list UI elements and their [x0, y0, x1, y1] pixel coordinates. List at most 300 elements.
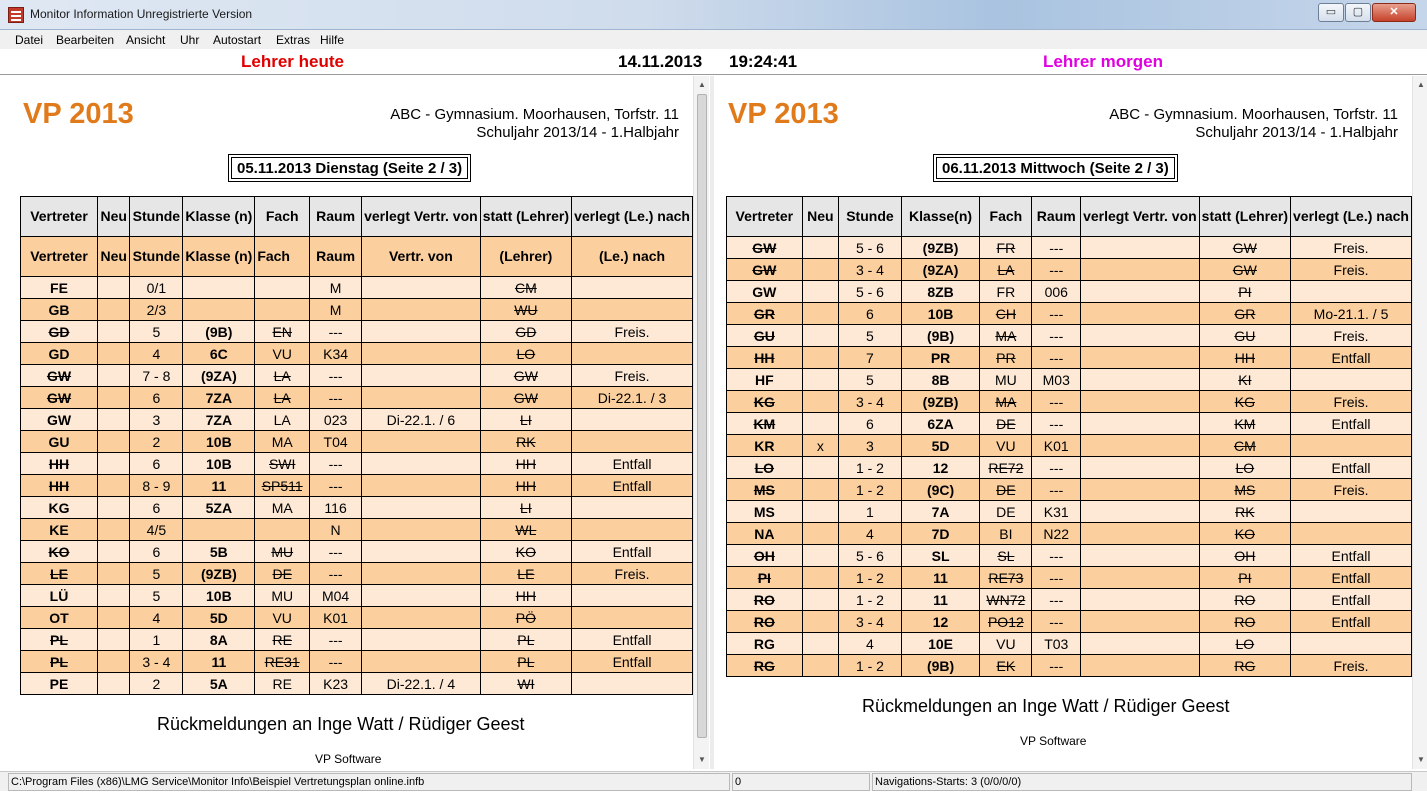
- column-subheader: Vertreter: [21, 237, 98, 277]
- cell-neu: [802, 589, 838, 611]
- menu-datei[interactable]: Datei: [15, 33, 44, 47]
- day-label: 05.11.2013 Dienstag (Seite 2 / 3): [231, 157, 468, 179]
- table-row: [21, 607, 693, 629]
- cell-vertr-von: [362, 431, 481, 453]
- status-bar: [0, 771, 1427, 791]
- cell-neu: [98, 497, 130, 519]
- table-row: [727, 413, 1412, 435]
- cell-neu: [802, 391, 838, 413]
- menu-uhr[interactable]: Uhr: [180, 33, 200, 47]
- cell-raum: K23: [310, 673, 362, 695]
- table-row: [727, 479, 1412, 501]
- cell-vertr-von: [362, 563, 481, 585]
- column-subheader: Stunde: [130, 237, 183, 277]
- cell-fach: EN: [255, 321, 310, 343]
- cell-stunde: 3: [130, 409, 183, 431]
- table-row: [21, 409, 693, 431]
- cell-klasse: [183, 519, 255, 541]
- cell-vertreter: RG: [727, 655, 803, 677]
- cell-neu: [802, 347, 838, 369]
- cell-vertr-von: [1081, 369, 1200, 391]
- cell-vertreter: GW: [727, 259, 803, 281]
- vp-software-label: VP Software: [1020, 734, 1087, 748]
- cell-statt: RK: [480, 431, 571, 453]
- cell-statt: GU: [1199, 325, 1290, 347]
- cell-neu: [98, 629, 130, 651]
- cell-vertreter: HF: [727, 369, 803, 391]
- cell-neu: [802, 523, 838, 545]
- cell-stunde: 4: [130, 607, 183, 629]
- cell-nach: Entfall: [1291, 347, 1412, 369]
- cell-stunde: 5 - 6: [839, 545, 902, 567]
- cell-statt: LO: [480, 343, 571, 365]
- column-header: Neu: [98, 197, 130, 237]
- cell-klasse: 5B: [183, 541, 255, 563]
- cell-vertr-von: Di-22.1. / 4: [362, 673, 481, 695]
- cell-stunde: 5: [130, 585, 183, 607]
- cell-vertr-von: [1081, 325, 1200, 347]
- cell-vertreter: GB: [21, 299, 98, 321]
- cell-stunde: 2: [130, 673, 183, 695]
- cell-statt: LO: [1199, 633, 1290, 655]
- cell-stunde: 5: [839, 325, 902, 347]
- feedback-text: Rückmeldungen an Inge Watt / Rüdiger Geest: [862, 696, 1230, 716]
- table-row: [727, 281, 1412, 303]
- cell-statt: GD: [480, 321, 571, 343]
- cell-fach: VU: [255, 607, 310, 629]
- cell-fach: FR: [980, 281, 1032, 303]
- table-row: [727, 633, 1412, 655]
- cell-nach: Entfall: [1291, 413, 1412, 435]
- substitution-table: [20, 196, 693, 695]
- cell-vertreter: MS: [727, 479, 803, 501]
- vp-title: VP 2013: [23, 98, 134, 130]
- cell-vertreter: MS: [727, 501, 803, 523]
- scroll-up-icon[interactable]: ▲: [698, 80, 706, 89]
- column-header: Vertreter: [21, 197, 98, 237]
- column-header: Vertreter: [727, 197, 803, 237]
- table-header-row: [727, 197, 1412, 237]
- cell-fach: VU: [980, 633, 1032, 655]
- cell-vertr-von: [362, 387, 481, 409]
- cell-nach: [572, 277, 693, 299]
- cell-vertreter: LE: [21, 563, 98, 585]
- cell-klasse: 10B: [183, 431, 255, 453]
- column-header: Stunde: [130, 197, 183, 237]
- cell-neu: [802, 259, 838, 281]
- cell-statt: KO: [480, 541, 571, 563]
- close-button[interactable]: ✕: [1372, 3, 1416, 22]
- cell-klasse: 7ZA: [183, 387, 255, 409]
- cell-nach: [572, 431, 693, 453]
- cell-statt: LI: [480, 497, 571, 519]
- cell-stunde: 5: [130, 321, 183, 343]
- cell-statt: GR: [1199, 303, 1290, 325]
- cell-vertr-von: [362, 629, 481, 651]
- cell-stunde: 3 - 4: [839, 259, 902, 281]
- cell-klasse: (9ZB): [183, 563, 255, 585]
- column-header: statt (Lehrer): [1199, 197, 1290, 237]
- cell-statt: HH: [480, 585, 571, 607]
- cell-klasse: 5A: [183, 673, 255, 695]
- cell-statt: PI: [1199, 567, 1290, 589]
- cell-klasse: 8B: [901, 369, 980, 391]
- cell-stunde: 1 - 2: [839, 479, 902, 501]
- cell-klasse: (9B): [901, 655, 980, 677]
- cell-raum: ---: [1032, 479, 1081, 501]
- status-navigation: Navigations-Starts: 3 (0/0/0/0): [872, 773, 1412, 791]
- cell-fach: WN72: [980, 589, 1032, 611]
- cell-raum: M04: [310, 585, 362, 607]
- cell-neu: [98, 519, 130, 541]
- cell-vertr-von: [362, 475, 481, 497]
- cell-statt: KG: [1199, 391, 1290, 413]
- header-left-title: Lehrer heute: [241, 52, 344, 71]
- cell-nach: Freis.: [572, 365, 693, 387]
- cell-vertr-von: [1081, 545, 1200, 567]
- cell-statt: RO: [1199, 589, 1290, 611]
- day-box: [228, 154, 471, 182]
- cell-nach: Di-22.1. / 3: [572, 387, 693, 409]
- cell-raum: ---: [310, 453, 362, 475]
- cell-stunde: 5 - 6: [839, 281, 902, 303]
- feedback-text: Rückmeldungen an Inge Watt / Rüdiger Geest: [157, 714, 525, 734]
- table-row: [727, 457, 1412, 479]
- cell-klasse: (9ZB): [901, 237, 980, 259]
- cell-nach: [1291, 501, 1412, 523]
- cell-klasse: 10E: [901, 633, 980, 655]
- cell-nach: Entfall: [572, 475, 693, 497]
- cell-vertreter: KR: [727, 435, 803, 457]
- cell-vertr-von: [1081, 567, 1200, 589]
- cell-statt: PÖ: [480, 607, 571, 629]
- cell-vertreter: KG: [21, 497, 98, 519]
- cell-klasse: (9B): [901, 325, 980, 347]
- table-row: [21, 673, 693, 695]
- cell-neu: [98, 651, 130, 673]
- day-box: [933, 154, 1178, 182]
- cell-stunde: 4: [130, 343, 183, 365]
- cell-raum: 116: [310, 497, 362, 519]
- cell-klasse: 7ZA: [183, 409, 255, 431]
- cell-nach: Entfall: [1291, 589, 1412, 611]
- cell-klasse: 12: [901, 611, 980, 633]
- cell-klasse: 6ZA: [901, 413, 980, 435]
- cell-neu: [98, 431, 130, 453]
- table-row: [21, 475, 693, 497]
- table-row: [21, 651, 693, 673]
- cell-statt: PL: [480, 651, 571, 673]
- column-header: verlegt Vertr. von: [1081, 197, 1200, 237]
- cell-nach: [572, 299, 693, 321]
- maximize-button[interactable]: ▢: [1345, 3, 1371, 22]
- table-row: [727, 611, 1412, 633]
- substitution-table: [726, 196, 1412, 677]
- menu-extras[interactable]: Extras: [276, 33, 311, 47]
- menu-bearbeiten[interactable]: Bearbeiten: [56, 33, 115, 47]
- column-header: Stunde: [839, 197, 902, 237]
- cell-vertr-von: [1081, 501, 1200, 523]
- cell-raum: ---: [310, 365, 362, 387]
- panel-splitter[interactable]: [710, 76, 714, 769]
- cell-statt: CM: [1199, 435, 1290, 457]
- cell-statt: HH: [1199, 347, 1290, 369]
- table-row: [21, 629, 693, 651]
- cell-fach: [255, 299, 310, 321]
- menu-ansicht[interactable]: Ansicht: [126, 33, 166, 47]
- cell-vertr-von: [1081, 589, 1200, 611]
- left-panel: [9, 76, 693, 769]
- cell-vertr-von: [1081, 413, 1200, 435]
- right-panel: [715, 76, 1412, 769]
- cell-nach: Freis.: [1291, 391, 1412, 413]
- cell-vertr-von: [362, 277, 481, 299]
- cell-vertr-von: [1081, 391, 1200, 413]
- table-row: [21, 365, 693, 387]
- cell-neu: [98, 409, 130, 431]
- cell-vertr-von: Di-22.1. / 6: [362, 409, 481, 431]
- cell-nach: Entfall: [572, 651, 693, 673]
- cell-stunde: 4/5: [130, 519, 183, 541]
- cell-nach: Entfall: [1291, 611, 1412, 633]
- cell-raum: ---: [1032, 655, 1081, 677]
- cell-nach: Freis.: [1291, 259, 1412, 281]
- cell-klasse: 8ZB: [901, 281, 980, 303]
- cell-statt: GW: [480, 387, 571, 409]
- cell-fach: RE: [255, 673, 310, 695]
- cell-neu: [802, 325, 838, 347]
- cell-stunde: 6: [130, 387, 183, 409]
- cell-vertreter: KM: [727, 413, 803, 435]
- cell-raum: ---: [1032, 457, 1081, 479]
- cell-klasse: (9C): [901, 479, 980, 501]
- cell-raum: ---: [1032, 391, 1081, 413]
- cell-statt: MS: [1199, 479, 1290, 501]
- cell-vertr-von: [362, 519, 481, 541]
- cell-vertreter: KO: [21, 541, 98, 563]
- cell-statt: RK: [1199, 501, 1290, 523]
- cell-stunde: 3 - 4: [839, 611, 902, 633]
- cell-statt: RG: [1199, 655, 1290, 677]
- cell-neu: [802, 237, 838, 259]
- header-time: 19:24:41: [729, 52, 798, 71]
- scroll-down-icon[interactable]: ▼: [1417, 755, 1425, 764]
- cell-nach: Freis.: [572, 321, 693, 343]
- school-year: Schuljahr 2013/14 - 1.Halbjahr: [476, 124, 679, 141]
- cell-raum: K34: [310, 343, 362, 365]
- cell-stunde: 1 - 2: [839, 655, 902, 677]
- menu-autostart[interactable]: Autostart: [213, 33, 262, 47]
- cell-stunde: 8 - 9: [130, 475, 183, 497]
- cell-stunde: 1 - 2: [839, 457, 902, 479]
- cell-stunde: 1: [130, 629, 183, 651]
- column-header: verlegt (Le.) nach: [572, 197, 693, 237]
- cell-neu: x: [802, 435, 838, 457]
- scroll-thumb[interactable]: [697, 94, 707, 738]
- cell-stunde: 3 - 4: [839, 391, 902, 413]
- cell-vertreter: GW: [727, 281, 803, 303]
- cell-statt: GW: [1199, 237, 1290, 259]
- cell-vertreter: KE: [21, 519, 98, 541]
- cell-raum: ---: [1032, 567, 1081, 589]
- cell-vertr-von: [362, 497, 481, 519]
- cell-fach: LA: [980, 259, 1032, 281]
- cell-statt: OH: [1199, 545, 1290, 567]
- vp-software-label: VP Software: [315, 752, 382, 766]
- status-file-path: C:\Program Files (x86)\LMG Service\Monitor Info\Beispiel Vertretungsplan online.infb: [8, 773, 730, 791]
- cell-neu: [98, 607, 130, 629]
- cell-klasse: (9ZA): [183, 365, 255, 387]
- cell-statt: WI: [480, 673, 571, 695]
- cell-klasse: 11: [183, 651, 255, 673]
- cell-vertreter: GR: [727, 303, 803, 325]
- menu-hilfe[interactable]: Hilfe: [320, 33, 345, 47]
- table-row: [727, 391, 1412, 413]
- table-row: [727, 435, 1412, 457]
- cell-neu: [98, 343, 130, 365]
- cell-stunde: 6: [130, 453, 183, 475]
- cell-statt: PL: [480, 629, 571, 651]
- cell-raum: ---: [1032, 303, 1081, 325]
- cell-raum: M03: [1032, 369, 1081, 391]
- cell-nach: [1291, 435, 1412, 457]
- cell-fach: [255, 519, 310, 541]
- cell-neu: [802, 479, 838, 501]
- table-row: [21, 299, 693, 321]
- cell-klasse: 12: [901, 457, 980, 479]
- cell-raum: 006: [1032, 281, 1081, 303]
- cell-raum: ---: [310, 387, 362, 409]
- cell-statt: RO: [1199, 611, 1290, 633]
- table-row: [21, 343, 693, 365]
- cell-vertr-von: [362, 607, 481, 629]
- cell-vertreter: OT: [21, 607, 98, 629]
- cell-vertreter: LÜ: [21, 585, 98, 607]
- cell-klasse: 5ZA: [183, 497, 255, 519]
- column-header: Klasse(n): [901, 197, 980, 237]
- school-year: Schuljahr 2013/14 - 1.Halbjahr: [1195, 124, 1398, 141]
- cell-neu: [98, 585, 130, 607]
- cell-fach: SWI: [255, 453, 310, 475]
- cell-nach: [572, 343, 693, 365]
- table-row: [21, 453, 693, 475]
- cell-raum: T04: [310, 431, 362, 453]
- cell-vertreter: HH: [727, 347, 803, 369]
- cell-raum: N: [310, 519, 362, 541]
- cell-fach: LA: [255, 365, 310, 387]
- cell-nach: [1291, 281, 1412, 303]
- cell-klasse: (9ZB): [901, 391, 980, 413]
- cell-raum: ---: [1032, 611, 1081, 633]
- cell-statt: KO: [1199, 523, 1290, 545]
- cell-nach: Entfall: [572, 629, 693, 651]
- cell-raum: K01: [310, 607, 362, 629]
- scroll-up-icon[interactable]: ▲: [1417, 80, 1425, 89]
- minimize-button[interactable]: ▭: [1318, 3, 1344, 22]
- column-header: Raum: [1032, 197, 1081, 237]
- cell-fach: LA: [255, 387, 310, 409]
- table-row: [727, 655, 1412, 677]
- column-subheader: Neu: [98, 237, 130, 277]
- cell-statt: KI: [1199, 369, 1290, 391]
- table-row: [727, 545, 1412, 567]
- scroll-down-icon[interactable]: ▼: [698, 755, 706, 764]
- cell-fach: SL: [980, 545, 1032, 567]
- cell-statt: LE: [480, 563, 571, 585]
- cell-vertr-von: [1081, 237, 1200, 259]
- cell-vertr-von: [1081, 479, 1200, 501]
- right-scrollbar[interactable]: [1412, 76, 1427, 769]
- school-name: ABC - Gymnasium. Moorhausen, Torfstr. 11: [390, 106, 679, 123]
- table-row: [21, 563, 693, 585]
- table-row: [727, 567, 1412, 589]
- cell-klasse: PR: [901, 347, 980, 369]
- table-row: [727, 589, 1412, 611]
- cell-fach: MU: [255, 585, 310, 607]
- cell-klasse: 10B: [183, 585, 255, 607]
- cell-klasse: 11: [901, 589, 980, 611]
- cell-nach: [572, 673, 693, 695]
- cell-vertr-von: [1081, 281, 1200, 303]
- column-header: verlegt (Le.) nach: [1291, 197, 1412, 237]
- column-subheader: Raum: [310, 237, 362, 277]
- cell-raum: ---: [310, 541, 362, 563]
- cell-klasse: [183, 277, 255, 299]
- cell-vertreter: GW: [727, 237, 803, 259]
- cell-klasse: [183, 299, 255, 321]
- cell-vertreter: PI: [727, 567, 803, 589]
- column-subheader: Klasse (n): [183, 237, 255, 277]
- cell-raum: N22: [1032, 523, 1081, 545]
- cell-neu: [802, 655, 838, 677]
- info-header: [0, 49, 1427, 75]
- table-row: [727, 523, 1412, 545]
- cell-neu: [802, 281, 838, 303]
- table-row: [21, 497, 693, 519]
- table-row: [727, 501, 1412, 523]
- cell-statt: GW: [1199, 259, 1290, 281]
- cell-vertr-von: [362, 651, 481, 673]
- cell-klasse: (9B): [183, 321, 255, 343]
- cell-nach: Freis.: [1291, 325, 1412, 347]
- table-row: [727, 237, 1412, 259]
- column-subheader: Vertr. von: [362, 237, 481, 277]
- left-scrollbar[interactable]: [693, 76, 709, 769]
- cell-raum: T03: [1032, 633, 1081, 655]
- cell-vertreter: GU: [727, 325, 803, 347]
- cell-fach: MA: [980, 325, 1032, 347]
- cell-fach: VU: [980, 435, 1032, 457]
- cell-vertreter: NA: [727, 523, 803, 545]
- cell-klasse: 10B: [901, 303, 980, 325]
- cell-fach: DE: [980, 413, 1032, 435]
- cell-vertreter: GD: [21, 321, 98, 343]
- cell-vertr-von: [1081, 259, 1200, 281]
- column-header: Klasse (n): [183, 197, 255, 237]
- cell-raum: ---: [310, 475, 362, 497]
- cell-stunde: 4: [839, 523, 902, 545]
- column-subheader: Fach: [255, 237, 310, 277]
- cell-vertr-von: [1081, 303, 1200, 325]
- cell-nach: Freis.: [572, 563, 693, 585]
- column-subheader: (Lehrer): [480, 237, 571, 277]
- cell-stunde: 2/3: [130, 299, 183, 321]
- cell-nach: [572, 497, 693, 519]
- school-info: [390, 106, 679, 142]
- cell-statt: WU: [480, 299, 571, 321]
- cell-stunde: 1 - 2: [839, 589, 902, 611]
- cell-klasse: 8A: [183, 629, 255, 651]
